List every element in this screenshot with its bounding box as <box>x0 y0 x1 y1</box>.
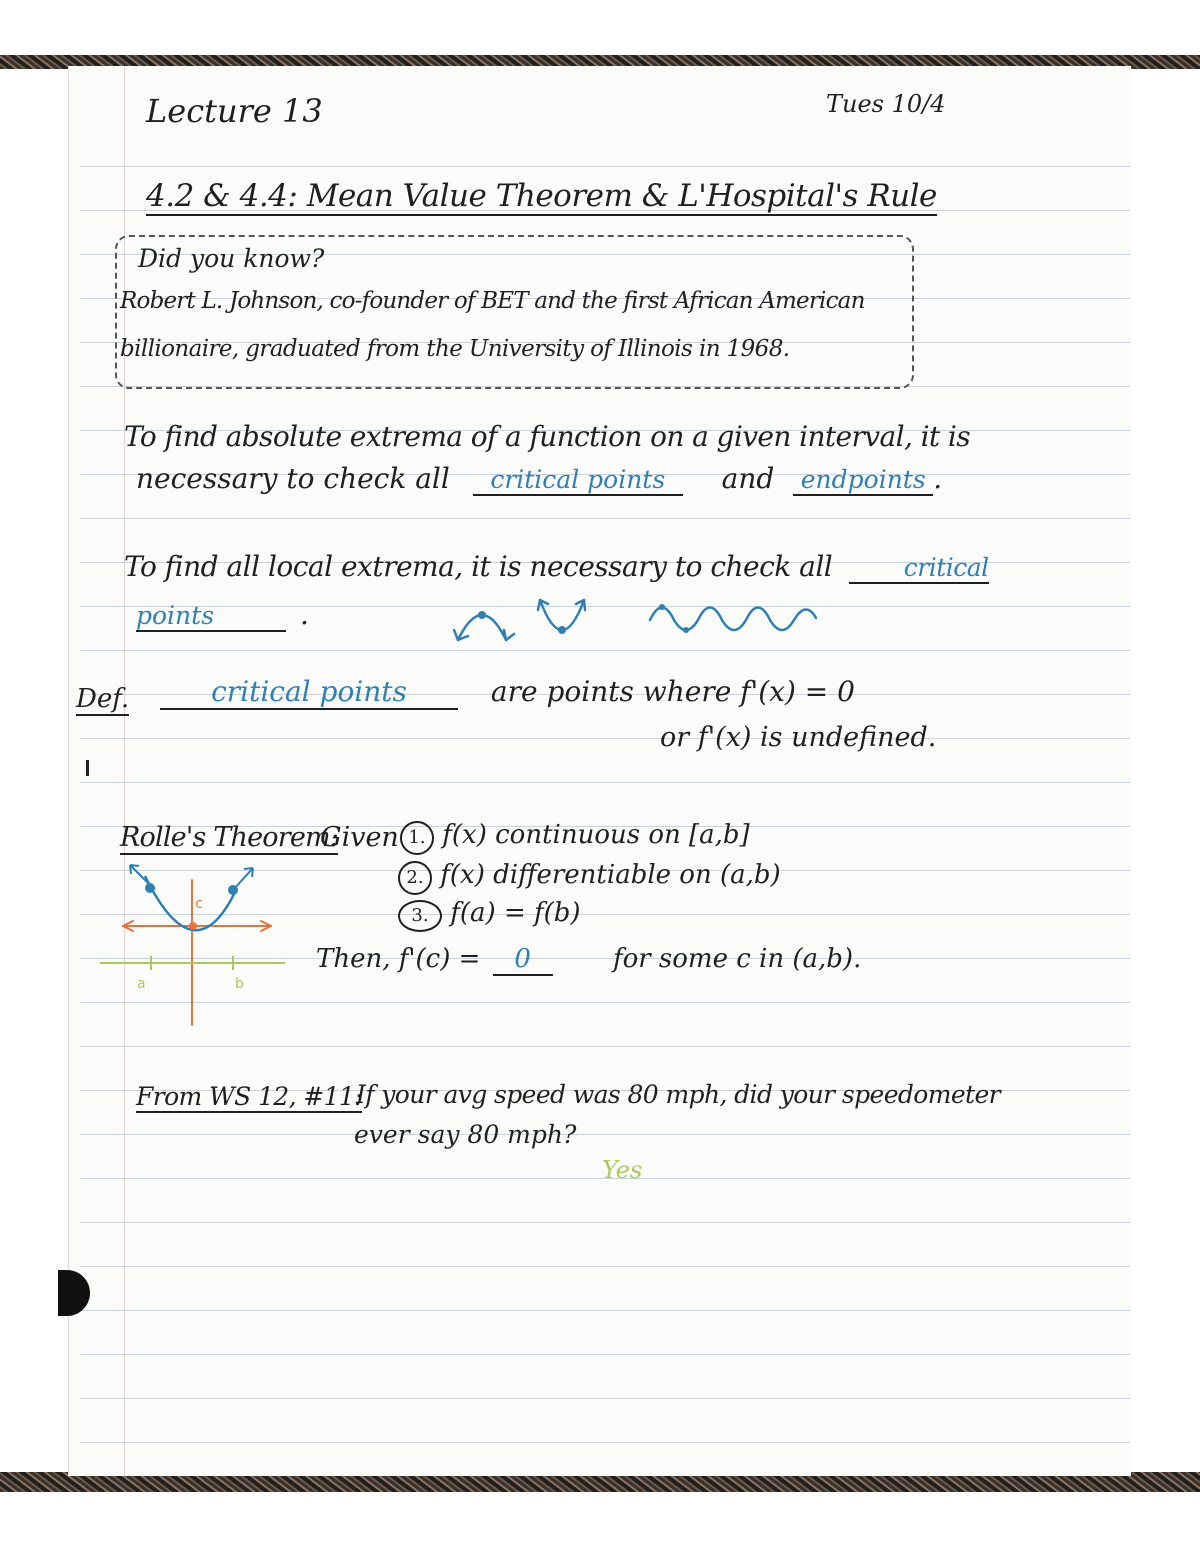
conclusion-prefix: Then, f'(c) = <box>316 944 481 974</box>
condition-1-number: 1. <box>400 821 434 855</box>
ruled-line <box>80 166 1130 167</box>
ruled-line <box>80 738 1130 739</box>
rolles-condition-1 <box>400 820 750 855</box>
condition-2-number: 2. <box>398 861 432 895</box>
page-title: 4.2 & 4.4: Mean Value Theorem & L'Hospital's Rule <box>146 178 937 214</box>
ruled-line <box>80 1134 1130 1135</box>
absolute-extrema-line-2 <box>136 462 942 496</box>
ruled-line <box>80 1310 1130 1311</box>
point-c-marker <box>189 922 197 930</box>
absolute-extrema-period: . <box>933 462 943 495</box>
condition-1-text: f(x) continuous on [a,b] <box>442 820 750 850</box>
definition-text-2: or f'(x) is undefined. <box>660 722 937 753</box>
condition-2-text: f(x) differentiable on (a,b) <box>440 860 781 890</box>
definition-line-1 <box>160 675 855 710</box>
ruled-line <box>80 782 1130 783</box>
absolute-extrema-and: and <box>721 462 775 495</box>
absolute-extrema-prefix: necessary to check all <box>136 462 450 495</box>
ruled-line <box>80 1266 1130 1267</box>
ruled-line <box>80 1222 1130 1223</box>
point-b-marker <box>228 885 238 895</box>
blank-points: points <box>136 601 286 632</box>
did-you-know-heading: Did you know? <box>138 244 325 273</box>
worksheet-question-2: ever say 80 mph? <box>354 1120 577 1149</box>
worksheet-question-1: If your avg speed was 80 mph, did your speedometer <box>356 1080 1001 1109</box>
graph-label-a: a <box>137 976 146 992</box>
conclusion-suffix: for some c in (a,b). <box>612 944 862 974</box>
ruled-line <box>80 1354 1130 1355</box>
graph-label-b: b <box>235 976 244 992</box>
worksheet-answer: Yes <box>602 1156 643 1184</box>
did-you-know-line-2: billionaire, graduated from the University of Illinois in 1968. <box>120 336 790 362</box>
ruled-line <box>80 1442 1130 1443</box>
local-extrema-text: To find all local extrema, it is necessary to check all <box>124 550 833 583</box>
local-extrema-period: . <box>300 598 309 631</box>
worksheet-label: From WS 12, #11: <box>136 1082 363 1111</box>
rolles-theorem-label: Rolle's Theorem: <box>120 822 339 853</box>
did-you-know-line-1: Robert L. Johnson, co-founder of BET and the first African American <box>120 288 865 314</box>
condition-3-text: f(a) = f(b) <box>450 898 581 928</box>
local-extrema-line-1 <box>124 550 989 584</box>
rolles-condition-2 <box>398 860 781 895</box>
ruled-line <box>80 518 1130 519</box>
rolles-condition-3 <box>398 898 581 932</box>
local-extrema-line-2 <box>136 598 309 632</box>
condition-3-number: 3. <box>398 900 442 932</box>
local-extrema-sketch <box>450 590 830 660</box>
definition-text-1: are points where f'(x) = 0 <box>490 675 855 708</box>
graph-label-c: c <box>195 896 203 912</box>
ruled-line <box>80 1398 1130 1399</box>
rolles-conclusion <box>316 944 861 976</box>
lecture-number: Lecture 13 <box>146 92 323 130</box>
blank-critical: critical <box>849 553 989 584</box>
absolute-extrema-line-1: To find absolute extrema of a function on a given interval, it is <box>124 420 971 453</box>
definition-label: Def. <box>76 684 130 714</box>
margin-mark <box>86 760 89 776</box>
blank-endpoints: endpoints <box>793 465 933 496</box>
blank-critical-points-definition: critical points <box>160 675 458 710</box>
point-a-marker <box>145 883 155 893</box>
blank-zero: 0 <box>493 944 553 976</box>
rolles-graph <box>95 860 295 1030</box>
lecture-date: Tues 10/4 <box>826 90 946 118</box>
blank-critical-points: critical points <box>473 465 683 496</box>
rolles-given: Given <box>320 822 399 853</box>
ruled-line <box>80 1046 1130 1047</box>
